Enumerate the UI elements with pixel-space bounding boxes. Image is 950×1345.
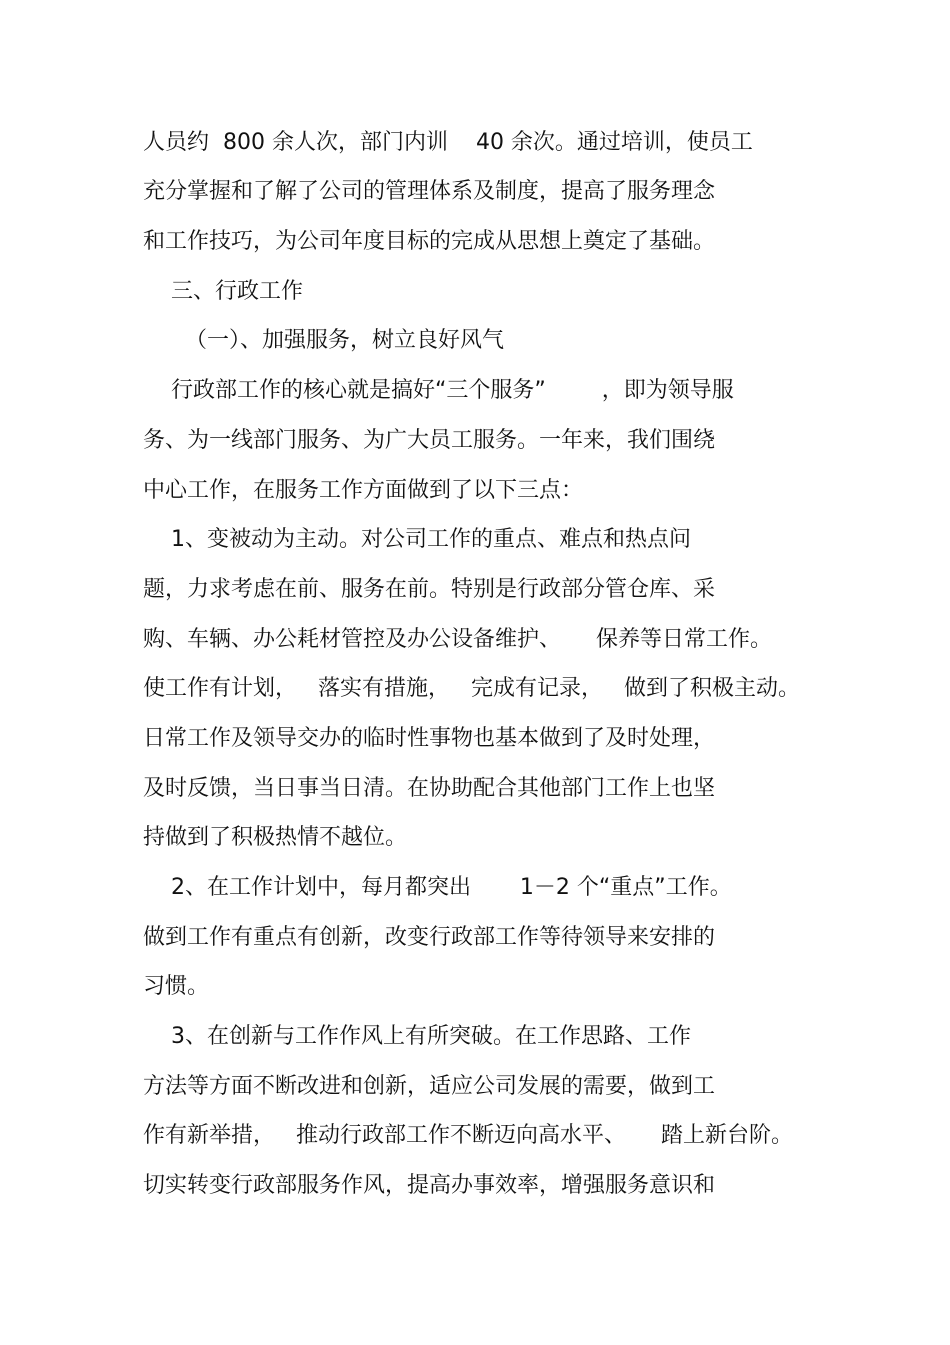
text-line: 持做到了积极热情不越位。 — [143, 825, 408, 850]
text-line: 购、车辆、办公耗材管控及办公设备维护、 保养等日常工作。 — [143, 627, 772, 652]
text-line: 和工作技巧，为公司年度目标的完成从思想上奠定了基础。 — [143, 229, 716, 254]
text-line: 充分掌握和了解了公司的管理体系及制度，提高了服务理念 — [143, 179, 716, 204]
text-line: 中心工作，在服务工作方面做到了以下三点： — [143, 478, 584, 503]
text-line: 人员约 800 余人次，部门内训 40 余次。通过培训，使员工 — [143, 130, 753, 155]
text-line: 务、为一线部门服务、为广大员工服务。一年来，我们围绕 — [143, 428, 716, 453]
text-line: 习惯。 — [143, 974, 210, 999]
section-heading: 三、行政工作 — [143, 279, 303, 304]
subsection-heading: （一）、加强服务，树立良好风气 — [143, 328, 504, 353]
text-line: 使工作有计划， 落实有措施， 完成有记录， 做到了积极主动。 — [143, 676, 800, 701]
text-line: 1、变被动为主动。对公司工作的重点、难点和热点问 — [143, 527, 691, 552]
text-line: 日常工作及领导交办的临时性事物也基本做到了及时处理， — [143, 726, 716, 751]
text-line: 方法等方面不断改进和创新，适应公司发展的需要，做到工 — [143, 1074, 716, 1099]
text-line: 2、在工作计划中，每月都突出 1－2 个“重点”工作。 — [143, 875, 732, 900]
text-line: 切实转变行政部服务作风，提高办事效率，增强服务意识和 — [143, 1173, 716, 1198]
text-line: 作有新举措， 推动行政部工作不断迈向高水平、 踏上新台阶。 — [143, 1123, 793, 1148]
text-line: 行政部工作的核心就是搞好“三个服务” ，即为领导服 — [143, 378, 734, 403]
text-line: 题，力求考虑在前、服务在前。特别是行政部分管仓库、采 — [143, 577, 716, 602]
text-line: 3、在创新与工作作风上有所突破。在工作思路、工作 — [143, 1024, 691, 1049]
text-line: 及时反馈，当日事当日清。在协助配合其他部门工作上也坚 — [143, 776, 716, 801]
text-line: 做到工作有重点有创新，改变行政部工作等待领导来安排的 — [143, 925, 716, 950]
